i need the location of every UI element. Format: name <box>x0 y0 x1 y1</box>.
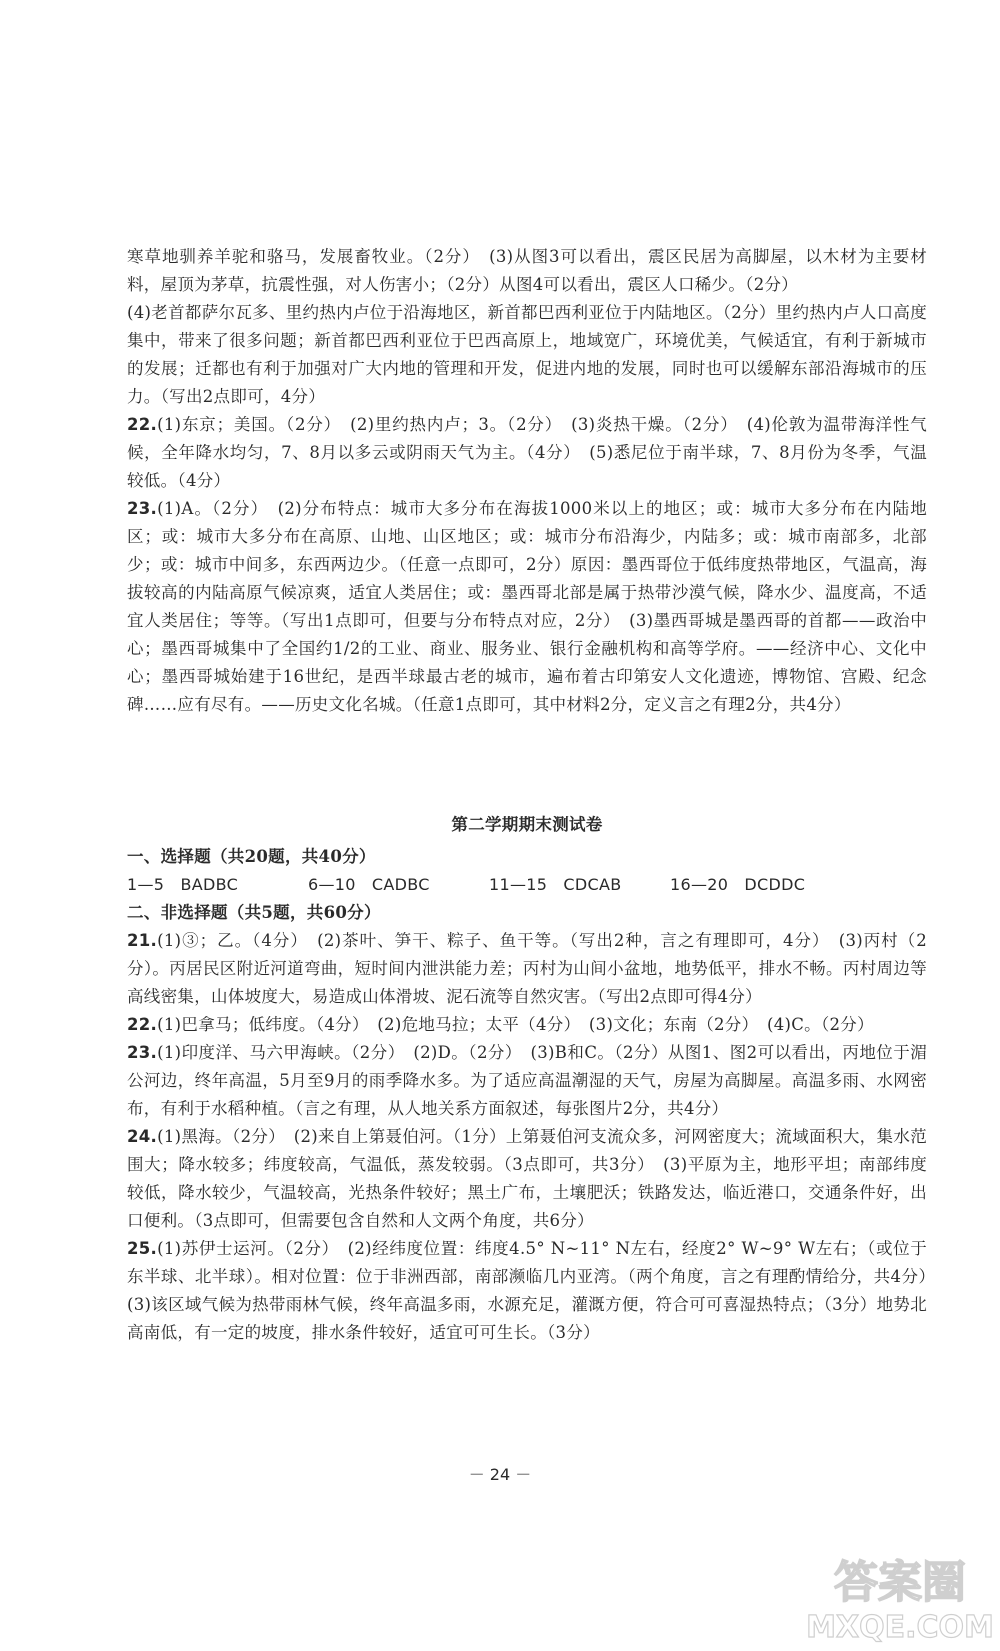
answer-text: (1)印度洋、马六甲海峡。（2分） (2)D。（2分） (3)B和C。（2分）从图1、图2可以看出，丙地位于湄公河边，终年高温，5月至9月的雨季降水多。为了适应高温潮湿的天气，房屋为高脚屋。高温多雨、水网密布，有利于水稻种植。（言之有理，从人地关系方面叙述，每张图片2分，共4分） <box>127 1043 927 1118</box>
answer-paragraph <box>127 927 927 1011</box>
answer-group <box>670 871 851 899</box>
page-number: － 24 － <box>468 1465 532 1484</box>
answer-text: (1)东京；美国。（2分） (2)里约热内卢；3。（2分） (3)炎热干燥。（2分） (4)伦敦为温带海洋性气候，全年降水均匀，7、8月以多云或阴雨天气为主。（4分） (5)悉尼位于南半球，7、8月份为冬季，气温较低。（4分） <box>127 415 927 490</box>
question-number: 25. <box>127 1239 158 1258</box>
answer-range: 16—20 <box>670 875 729 894</box>
answer-text: (1)苏伊士运河。（2分） (2)经纬度位置：纬度4.5° N~11° N左右，经度2° W~9° W左右；（或位于东半球、北半球）。相对位置：位于非洲西部，南部濒临几内亚湾。（两个角度，言之有理酌情给分，共4分） (3)该区域气候为热带雨林气候，终年高温多雨，水源充足，灌溉方便，符合可可喜湿热特点；（3分）地势北高南低，有一定的坡度，排水条件较好，适宜可可生长。（3分） <box>127 1239 944 1342</box>
answer-paragraph <box>127 1039 927 1123</box>
answer-text: (4)老首都萨尔瓦多、里约热内卢位于沿海地区，新首都巴西利亚位于内陆地区。（2分）里约热内卢人口高度集中，带来了很多问题；新首都巴西利亚位于巴西高原上，地域宽广，环境优美，气候适宜，有利于新城市的发展；迁都也有利于加强对广大内地的管理和开发，促进内地的发展，同时也可以缓解东部沿海城市的压力。（写出2点即可，4分） <box>127 303 927 406</box>
section-title: 第二学期期末测试卷 <box>451 815 603 834</box>
question-number: 22. <box>127 415 158 434</box>
answer-range: 6—10 <box>308 875 356 894</box>
answer-paragraph <box>127 411 927 495</box>
answer-group <box>127 871 308 899</box>
answer-paragraph <box>127 495 927 719</box>
question-number: 23. <box>127 499 158 518</box>
answer-paragraph <box>127 243 927 299</box>
heading-multiple-choice: 一、选择题（共20题，共40分） <box>127 847 376 866</box>
question-number: 22. <box>127 1015 158 1034</box>
answer-text: (1)巴拿马；低纬度。（4分） (2)危地马拉；太平（4分） (3)文化；东南（2分） (4)C。（2分） <box>157 1015 874 1034</box>
answer-letters: CDCAB <box>563 875 622 894</box>
answer-paragraph <box>127 1011 927 1039</box>
answer-paragraph <box>127 1123 927 1235</box>
answer-text: (1)A。（2分） (2)分布特点：城市大多分布在海拔1000米以上的地区；或：城市大多分布在内陆地区；或：城市大多分布在高原、山地、山区地区；或：城市分布沿海少，内陆多；或：城市南部多，北部少；或：城市中间多，东西两边少。（任意一点即可，2分）原因：墨西哥位于低纬度热带地区，气温高，海拔较高的内陆高原气候凉爽，适宜人类居住；或：墨西哥北部是属于热带沙漠气候，降水少、温度高，不适宜人类居住；等等。（写出1点即可，但要与分布特点对应，2分） (3)墨西哥城是墨西哥的首都——政治中心；墨西哥城集中了全国约1/2的工业、商业、服务业、银行金融机构和高等学府。——经济中心、文化中心；墨西哥城始建于16世纪，是西半球最古老的城市，遍布着古印第安人文化遗迹，博物馆、宫殿、纪念碑……应有尽有。——历史文化名城。（任意1点即可，其中材料2分，定义言之有理2分，共4分） <box>127 499 927 714</box>
watermark-title: 答案圈 <box>834 1557 966 1608</box>
question-number: 24. <box>127 1127 158 1146</box>
answer-paragraph <box>127 299 927 411</box>
watermark-logo <box>805 1545 995 1645</box>
final-exam-answers <box>127 811 944 1347</box>
watermark-url: MXQE.COM <box>806 1610 994 1645</box>
question-number: 23. <box>127 1043 158 1062</box>
answer-range: 1—5 <box>127 875 165 894</box>
answer-letters: BADBC <box>180 875 239 894</box>
answer-block-previous <box>127 243 927 719</box>
multiple-choice-answers <box>127 871 927 899</box>
heading-non-choice: 二、非选择题（共5题，共60分） <box>127 903 381 922</box>
answer-letters: DCDDC <box>744 875 806 894</box>
answer-group <box>308 871 489 899</box>
answer-text: (1)③；乙。（4分） (2)茶叶、笋干、粽子、鱼干等。（写出2种，言之有理即可，4分） (3)丙村（2分）。丙居民区附近河道弯曲，短时间内泄洪能力差；丙村为山间小盆地，地势低平，排水不畅。丙村周边等高线密集，山体坡度大，易造成山体滑坡、泥石流等自然灾害。（写出2点即可得4分） <box>127 931 927 1006</box>
answer-range: 11—15 <box>489 875 548 894</box>
answer-group <box>489 871 670 899</box>
answer-letters: CADBC <box>371 875 430 894</box>
answer-text: 寒草地驯养羊驼和骆马，发展畜牧业。（2分） (3)从图3可以看出，震区民居为高脚屋，以木材为主要材料，屋顶为茅草，抗震性强，对人伤害小；（2分）从图4可以看出，震区人口稀少。（2分） <box>127 247 927 294</box>
question-number: 21. <box>127 931 158 950</box>
answer-text: (1)黑海。（2分） (2)来自上第聂伯河。（1分）上第聂伯河支流众多，河网密度大；流域面积大，集水范围大；降水较多；纬度较高，气温低，蒸发较弱。（3点即可，共3分） (3)平原为主，地形平坦；南部纬度较低，降水较少，气温较高，光热条件较好；黑土广布，土壤肥沃；铁路发达，临近港口，交通条件好，出口便利。（3点即可，但需要包含自然和人文两个角度，共6分） <box>127 1127 927 1230</box>
answer-paragraph <box>127 1235 944 1347</box>
